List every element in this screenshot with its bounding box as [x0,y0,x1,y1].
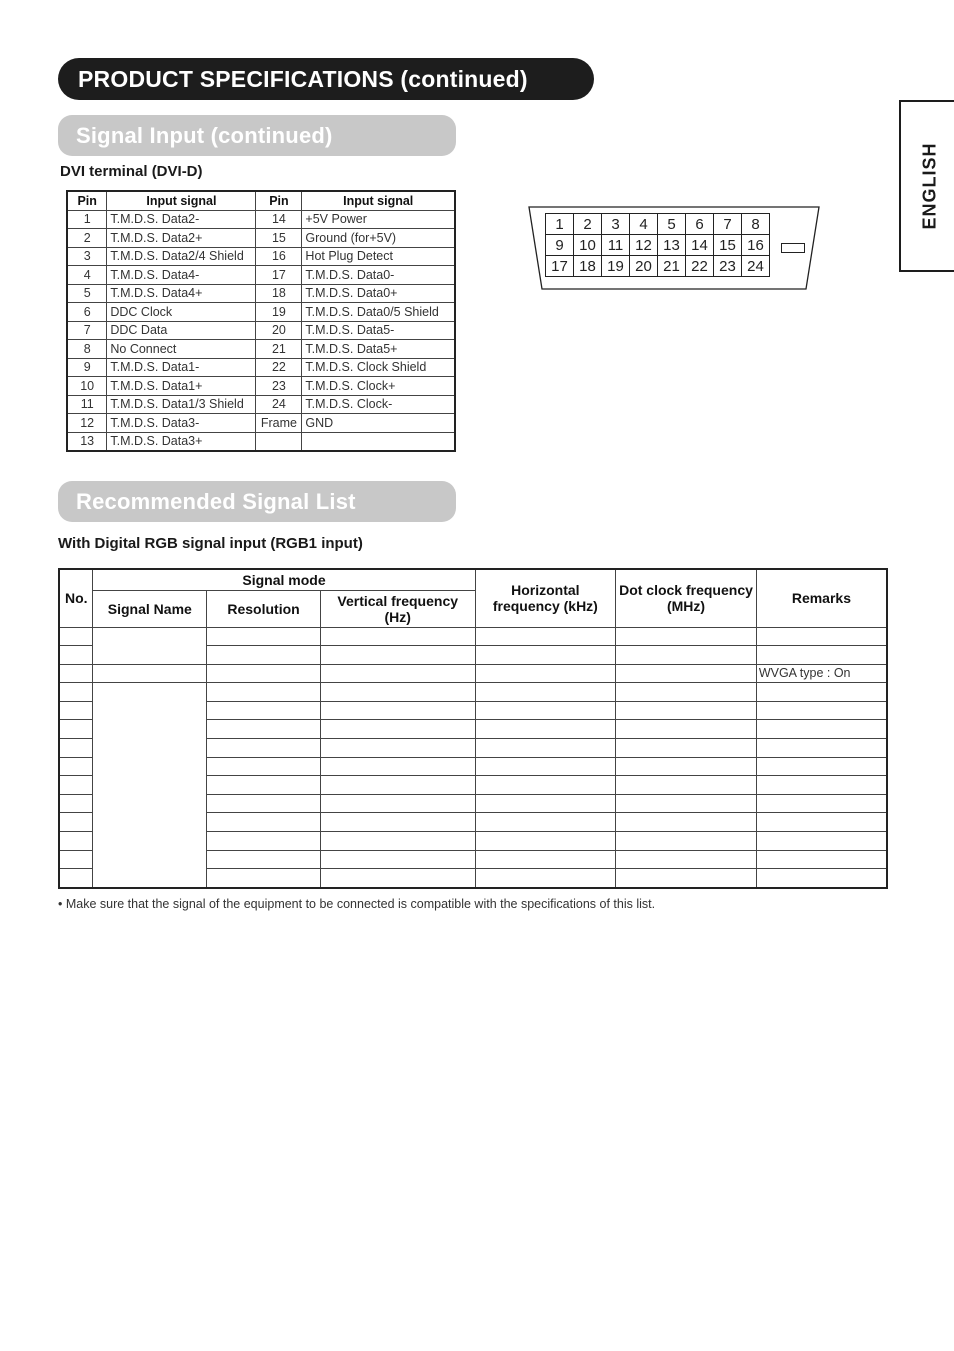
dot-clock-cell [616,794,757,813]
vertical-frequency-cell [320,664,475,683]
no-cell [59,869,93,888]
pin-number-cell: 3 [67,247,107,266]
pin-number-cell: 7 [67,321,107,340]
table-row [67,284,455,303]
connector-flat-pin [781,243,805,253]
vertical-frequency-cell [320,720,475,739]
pin-number-cell [256,432,302,451]
pin-number-cell: 22 [256,358,302,377]
table-row [67,432,455,451]
input-signal-cell: T.M.D.S. Clock+ [302,377,455,396]
horizontal-frequency-cell [475,646,616,665]
dot-clock-cell [616,720,757,739]
remarks-cell [756,869,887,888]
dot-clock-cell [616,776,757,795]
resolution-cell [207,832,321,851]
remarks-cell [756,757,887,776]
input-signal-cell: T.M.D.S. Data2+ [107,229,256,248]
vertical-frequency-cell [320,813,475,832]
remarks-cell [756,627,887,646]
pin-number-cell: 5 [67,284,107,303]
table-row [67,303,455,322]
pin-number-cell: 10 [67,377,107,396]
dot-clock-cell [616,646,757,665]
pin-number-cell: 19 [256,303,302,322]
resolution-cell [207,739,321,758]
dot-clock-cell [616,757,757,776]
connector-pin: 21 [658,256,686,277]
table-row [67,266,455,285]
input-signal-cell: +5V Power [302,210,455,229]
input-signal-cell: T.M.D.S. Data3- [107,414,256,433]
pin-number-cell: 4 [67,266,107,285]
pin-number-cell: 15 [256,229,302,248]
connector-pin: 22 [686,256,714,277]
resolution-cell [207,646,321,665]
remarks-cell [756,776,887,795]
input-signal-cell: DDC Clock [107,303,256,322]
no-cell [59,776,93,795]
header-no: No. [59,569,93,627]
input-signal-cell: Ground (for+5V) [302,229,455,248]
header-pin: Pin [67,191,107,210]
pin-number-cell: 9 [67,358,107,377]
table-row [67,414,455,433]
connector-pin: 7 [714,214,742,235]
pin-number-cell: 2 [67,229,107,248]
header-vertical-frequency: Vertical frequency (Hz) [320,590,475,627]
header-dot-clock: Dot clock frequency (MHz) [616,569,757,627]
remarks-cell [756,850,887,869]
input-signal-cell: T.M.D.S. Data1+ [107,377,256,396]
header-pin: Pin [256,191,302,210]
signal-name-cell [93,627,207,664]
dot-clock-cell [616,627,757,646]
dot-clock-cell [616,664,757,683]
pin-number-cell: 11 [67,395,107,414]
remarks-cell [756,739,887,758]
table-row [67,229,455,248]
connector-pin: 17 [546,256,574,277]
footnote: • Make sure that the signal of the equipment to be connected is compatible with the specifications of this list. [58,897,656,911]
table-row [67,395,455,414]
pin-grid-row [546,256,770,277]
language-tab-label: ENGLISH [919,142,940,230]
dot-clock-cell [616,813,757,832]
horizontal-frequency-cell [475,850,616,869]
connector-pin: 16 [742,235,770,256]
table-row [59,683,887,702]
pin-number-cell: 6 [67,303,107,322]
connector-pin: 19 [602,256,630,277]
dot-clock-cell [616,701,757,720]
vertical-frequency-cell [320,832,475,851]
input-signal-cell: No Connect [107,340,256,359]
vertical-frequency-cell [320,776,475,795]
vertical-frequency-cell [320,627,475,646]
section-title-recommended-signal-list: Recommended Signal List [58,481,456,522]
resolution-cell [207,757,321,776]
input-signal-cell [302,432,455,451]
table-row [67,358,455,377]
remarks-cell [756,813,887,832]
remarks-cell [756,701,887,720]
horizontal-frequency-cell [475,776,616,795]
no-cell [59,701,93,720]
resolution-cell [207,794,321,813]
dot-clock-cell [616,869,757,888]
input-signal-cell: Hot Plug Detect [302,247,455,266]
no-cell [59,683,93,702]
header-horizontal-frequency: Horizontal frequency (kHz) [475,569,616,627]
resolution-cell [207,664,321,683]
input-signal-cell: T.M.D.S. Data4+ [107,284,256,303]
connector-pin: 6 [686,214,714,235]
pin-number-cell: 20 [256,321,302,340]
table-header-row [67,191,455,210]
horizontal-frequency-cell [475,869,616,888]
vertical-frequency-cell [320,757,475,776]
input-signal-cell: T.M.D.S. Data3+ [107,432,256,451]
header-input-signal: Input signal [302,191,455,210]
vertical-frequency-cell [320,850,475,869]
input-signal-cell: T.M.D.S. Data1/3 Shield [107,395,256,414]
connector-pin-grid [545,213,770,277]
input-signal-cell: T.M.D.S. Data5+ [302,340,455,359]
remarks-cell: WVGA type : On [756,664,887,683]
vertical-frequency-cell [320,701,475,720]
connector-pin: 20 [630,256,658,277]
connector-pin: 24 [742,256,770,277]
connector-pin: 1 [546,214,574,235]
horizontal-frequency-cell [475,813,616,832]
input-signal-cell: T.M.D.S. Data2- [107,210,256,229]
no-cell [59,720,93,739]
input-signal-cell: DDC Data [107,321,256,340]
section-title-signal-input: Signal Input (continued) [58,115,456,156]
input-signal-cell: T.M.D.S. Clock- [302,395,455,414]
header-remarks: Remarks [756,569,887,627]
rgb1-heading: With Digital RGB signal input (RGB1 input) [58,535,363,552]
language-tab [899,100,954,272]
table-header-row [59,569,887,590]
input-signal-cell: T.M.D.S. Data0- [302,266,455,285]
header-signal-mode: Signal mode [93,569,475,590]
pin-number-cell: Frame [256,414,302,433]
resolution-cell [207,627,321,646]
header-input-signal: Input signal [107,191,256,210]
input-signal-cell: T.M.D.S. Data2/4 Shield [107,247,256,266]
table-row [67,340,455,359]
resolution-cell [207,720,321,739]
horizontal-frequency-cell [475,720,616,739]
table-row [59,627,887,646]
no-cell [59,757,93,776]
remarks-cell [756,832,887,851]
pin-number-cell: 13 [67,432,107,451]
main-title: PRODUCT SPECIFICATIONS (continued) [58,58,594,100]
resolution-cell [207,776,321,795]
dvi-pin-table [66,190,456,452]
input-signal-cell: T.M.D.S. Data4- [107,266,256,285]
pin-number-cell: 12 [67,414,107,433]
pin-number-cell: 14 [256,210,302,229]
horizontal-frequency-cell [475,794,616,813]
connector-pin: 3 [602,214,630,235]
dot-clock-cell [616,832,757,851]
vertical-frequency-cell [320,646,475,665]
input-signal-cell: T.M.D.S. Data0+ [302,284,455,303]
header-resolution: Resolution [207,590,321,627]
input-signal-cell: T.M.D.S. Clock Shield [302,358,455,377]
no-cell [59,813,93,832]
pin-number-cell: 23 [256,377,302,396]
connector-pin: 15 [714,235,742,256]
pin-number-cell: 24 [256,395,302,414]
input-signal-cell: T.M.D.S. Data1- [107,358,256,377]
connector-pin: 14 [686,235,714,256]
resolution-cell [207,683,321,702]
dot-clock-cell [616,739,757,758]
connector-pin: 2 [574,214,602,235]
no-cell [59,664,93,683]
no-cell [59,794,93,813]
recommended-signal-table [58,568,888,889]
dvi-heading: DVI terminal (DVI-D) [60,163,203,180]
connector-pin: 12 [630,235,658,256]
connector-pin: 4 [630,214,658,235]
pin-number-cell: 18 [256,284,302,303]
table-row [67,247,455,266]
resolution-cell [207,813,321,832]
resolution-cell [207,701,321,720]
connector-pin: 23 [714,256,742,277]
connector-pin: 5 [658,214,686,235]
signal-name-cell [93,664,207,683]
horizontal-frequency-cell [475,627,616,646]
resolution-cell [207,850,321,869]
input-signal-cell: T.M.D.S. Data5- [302,321,455,340]
pin-number-cell: 8 [67,340,107,359]
connector-pin: 9 [546,235,574,256]
pin-number-cell: 17 [256,266,302,285]
connector-pin: 10 [574,235,602,256]
table-row [67,321,455,340]
pin-number-cell: 16 [256,247,302,266]
remarks-cell [756,683,887,702]
input-signal-cell: T.M.D.S. Data0/5 Shield [302,303,455,322]
signal-name-cell [93,683,207,888]
pin-grid-row [546,235,770,256]
dot-clock-cell [616,683,757,702]
horizontal-frequency-cell [475,683,616,702]
connector-pin: 13 [658,235,686,256]
vertical-frequency-cell [320,683,475,702]
header-signal-name: Signal Name [93,590,207,627]
no-cell [59,627,93,646]
remarks-cell [756,720,887,739]
connector-pin: 11 [602,235,630,256]
input-signal-cell: GND [302,414,455,433]
dot-clock-cell [616,850,757,869]
table-row [59,664,887,683]
horizontal-frequency-cell [475,757,616,776]
no-cell [59,646,93,665]
horizontal-frequency-cell [475,701,616,720]
vertical-frequency-cell [320,794,475,813]
remarks-cell [756,794,887,813]
no-cell [59,832,93,851]
connector-pin: 8 [742,214,770,235]
pin-number-cell: 1 [67,210,107,229]
horizontal-frequency-cell [475,832,616,851]
pin-number-cell: 21 [256,340,302,359]
no-cell [59,739,93,758]
table-row [67,210,455,229]
remarks-cell [756,646,887,665]
table-row [67,377,455,396]
resolution-cell [207,869,321,888]
vertical-frequency-cell [320,739,475,758]
horizontal-frequency-cell [475,664,616,683]
pin-grid-row [546,214,770,235]
connector-pin: 18 [574,256,602,277]
vertical-frequency-cell [320,869,475,888]
no-cell [59,850,93,869]
horizontal-frequency-cell [475,739,616,758]
